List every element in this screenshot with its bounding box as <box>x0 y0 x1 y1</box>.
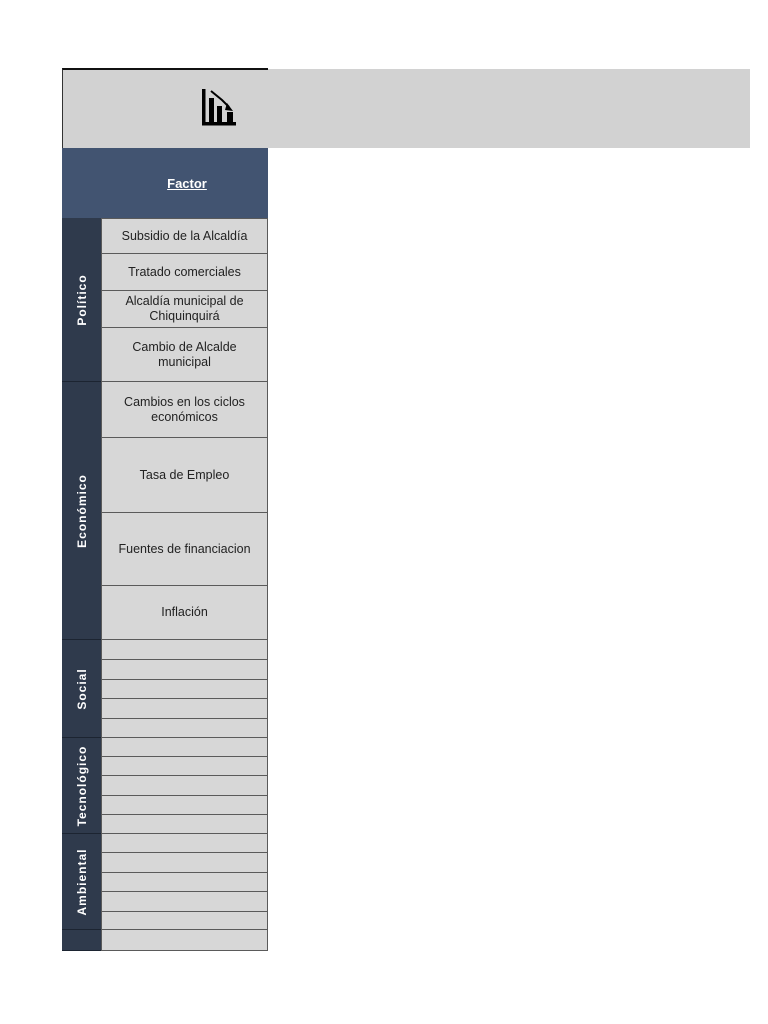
group-extra <box>62 930 101 951</box>
factor-row[interactable]: Alcaldía municipal de Chiquinquirá <box>101 291 268 328</box>
group-label-ambiental: Ambiental <box>74 847 89 916</box>
group-tecnologico <box>62 738 101 834</box>
empty-row[interactable] <box>101 853 268 873</box>
empty-row[interactable] <box>101 796 268 815</box>
empty-row[interactable] <box>101 680 268 699</box>
group-label-politico: Político <box>74 273 89 326</box>
empty-row[interactable] <box>101 834 268 853</box>
factor-row[interactable]: Tratado comerciales <box>101 254 268 291</box>
factor-row[interactable]: Tasa de Empleo <box>101 438 268 513</box>
group-label-tecnologico: Tecnológico <box>74 745 89 826</box>
group-social <box>62 640 101 738</box>
group-politico <box>62 218 101 382</box>
empty-row[interactable] <box>101 815 268 834</box>
empty-row[interactable] <box>101 660 268 680</box>
empty-row[interactable] <box>101 930 268 951</box>
empty-row[interactable] <box>101 912 268 930</box>
group-label-economico: Económico <box>74 473 89 548</box>
bar-chart-decrease-icon <box>200 86 238 128</box>
group-economico <box>62 382 101 640</box>
empty-row[interactable] <box>101 776 268 796</box>
factor-label: Factor <box>167 175 207 191</box>
empty-row[interactable] <box>101 892 268 912</box>
factor-row[interactable]: Subsidio de la Alcaldía <box>101 218 268 254</box>
empty-row[interactable] <box>101 640 268 660</box>
factor-header-cell <box>62 148 268 218</box>
empty-row[interactable] <box>101 699 268 719</box>
factor-row[interactable]: Cambio de Alcalde municipal <box>101 328 268 382</box>
group-label-social: Social <box>74 667 89 710</box>
factor-row[interactable]: Fuentes de financiacion <box>101 513 268 586</box>
factor-row[interactable]: Inflación <box>101 586 268 640</box>
empty-row[interactable] <box>101 757 268 776</box>
empty-row[interactable] <box>101 719 268 738</box>
group-ambiental <box>62 834 101 930</box>
empty-row[interactable] <box>101 873 268 892</box>
factor-row[interactable]: Cambios en los ciclos económicos <box>101 382 268 438</box>
empty-row[interactable] <box>101 738 268 757</box>
header-band <box>268 69 750 148</box>
